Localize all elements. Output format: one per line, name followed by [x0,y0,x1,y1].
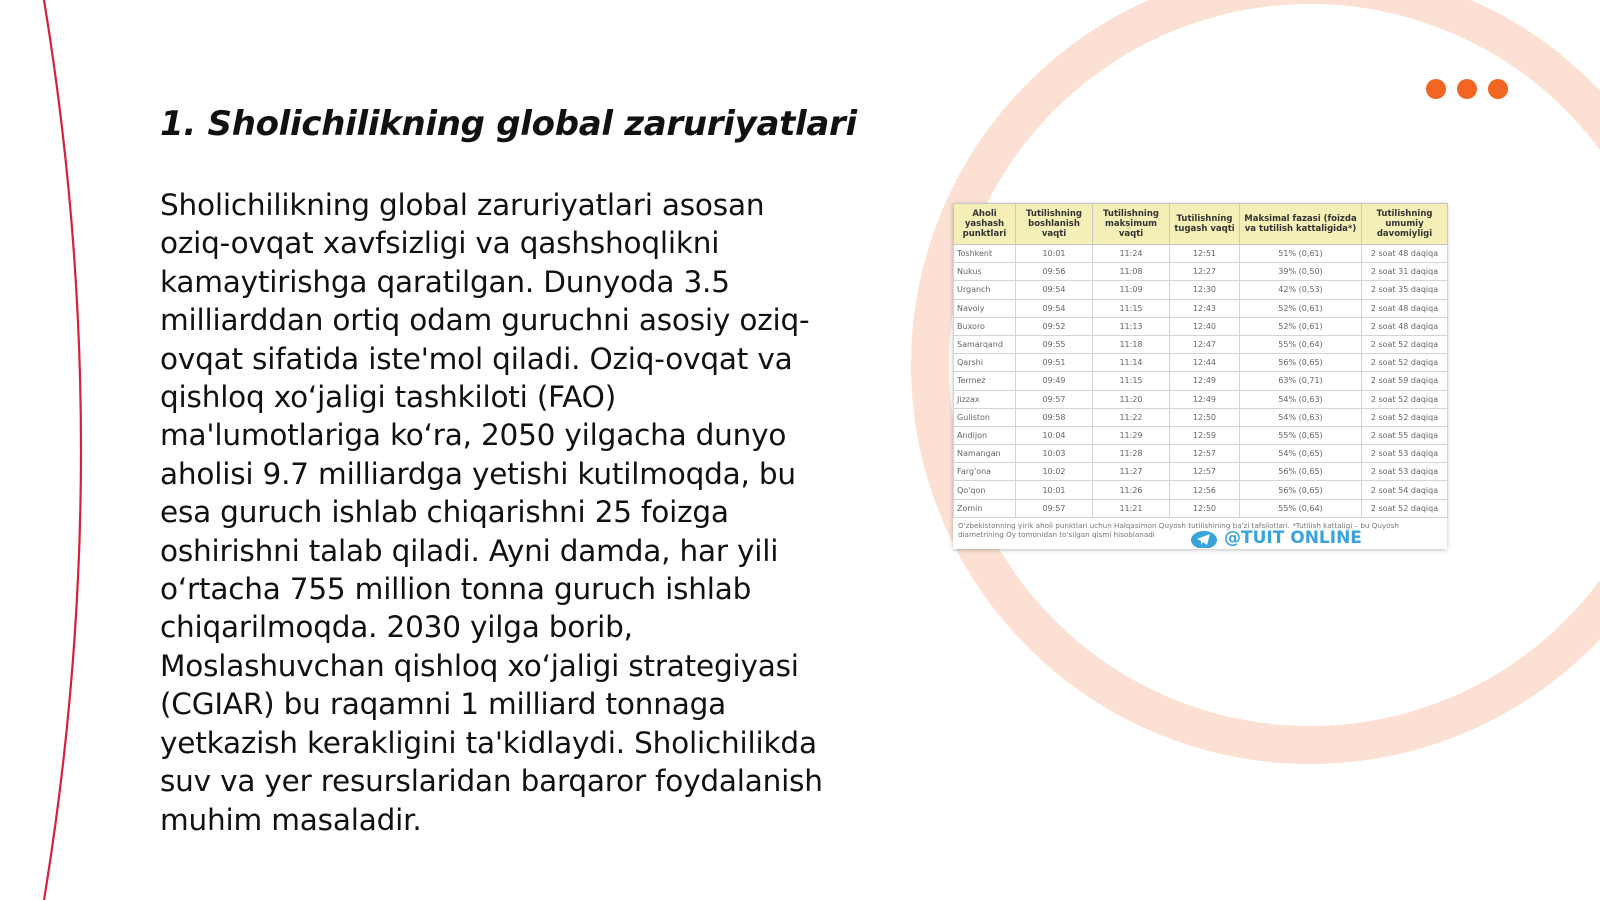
table-cell: 2 soat 52 daqiqa [1362,390,1448,408]
table-row [954,499,1448,517]
table-cell-location: Navoiy [954,299,1016,317]
three-dots-icon [1426,79,1508,99]
table-row [954,372,1448,390]
table-cell: 12:56 [1170,481,1240,499]
dot-2 [1457,79,1477,99]
table-cell: 09:54 [1016,299,1093,317]
table-row [954,281,1448,299]
table-cell: 12:49 [1170,390,1240,408]
table-row [954,354,1448,372]
table-row [954,245,1448,263]
table-cell-location: Guliston [954,408,1016,426]
table-cell: 10:01 [1016,481,1093,499]
dot-1 [1426,79,1446,99]
table-footnote-area [953,518,1447,548]
table-header: Tutilishning tugash vaqti [1170,204,1240,245]
table-header-row [954,204,1448,245]
table-cell: 2 soat 52 daqiqa [1362,354,1448,372]
table-row [954,481,1448,499]
table-cell: 63% (0,71) [1240,372,1362,390]
table-cell: 2 soat 59 daqiqa [1362,372,1448,390]
table-cell: 12:51 [1170,245,1240,263]
table-cell: 09:56 [1016,263,1093,281]
table-cell-location: Buxoro [954,317,1016,335]
table-cell-location: Jizzax [954,390,1016,408]
table-cell: 11:27 [1093,463,1170,481]
table-header: Tutilishning umumiy davomiyligi [1362,204,1448,245]
table-row [954,390,1448,408]
table-cell: 12:57 [1170,445,1240,463]
table-cell: 54% (0,65) [1240,445,1362,463]
table-row [954,445,1448,463]
table-cell: 56% (0,65) [1240,481,1362,499]
table-footnote: O'zbekistonning yirik aholi punktlari uchun Halqasimon Quyosh tutilishining ba'zi tafsilotlari. *Tutilish kattaligi – bu Quyosh diametrining Oy tomonidan to'silgan qismi hisoblanadi [958,520,1399,539]
table-cell: 09:52 [1016,317,1093,335]
table-header: Tutilishning maksimum vaqti [1093,204,1170,245]
table-row [954,463,1448,481]
table-cell: 55% (0,65) [1240,426,1362,444]
table-cell: 11:08 [1093,263,1170,281]
table-cell: 12:44 [1170,354,1240,372]
table-cell: 11:13 [1093,317,1170,335]
table-row [954,426,1448,444]
table-cell: 11:18 [1093,335,1170,353]
table-cell: 42% (0,53) [1240,281,1362,299]
eclipse-table [953,203,1448,518]
table-cell: 12:30 [1170,281,1240,299]
table-cell: 12:59 [1170,426,1240,444]
slide-body-text: Sholichilikning global zaruriyatlari asosan oziq-ovqat xavfsizligi va qashshoqlikni kamaytirishga qaratilgan. Dunyoda 3.5 milliarddan ortiq odam guruchni asosiy oziq- ovqat sifatida iste'mol qiladi. Oziq-ovqat va qishloq xo‘jaligi tashkiloti (FAO) ma'lumotlariga ko‘ra, 2050 yilgacha dunyo aholisi 9.7 milliardga yetishi kutilmoqda, bu esa guruch ishlab chiqarishni 25 foizga oshirishni talab qiladi. Ayni damda, har yili o‘rtacha 755 million tonna guruch ishlab chiqarilmoqda. 2030 yilga borib, Moslashuvchan qishloq xo‘jaligi strategiyasi (CGIAR) bu raqamni 1 milliard tonnaga yetkazish kerakligini ta'kidlaydi. Sholichilikda suv va yer resurslaridan barqaror foydalanish muhim masaladir. [160,188,823,837]
table-cell: 2 soat 53 daqiqa [1362,463,1448,481]
table-cell: 56% (0,65) [1240,463,1362,481]
table-header: Maksimal fazasi (foizda va tutilish kattaligida*) [1240,204,1362,245]
table-row [954,408,1448,426]
table-cell: 12:43 [1170,299,1240,317]
table-cell: 55% (0,64) [1240,499,1362,517]
table-cell: 11:26 [1093,481,1170,499]
table-row [954,317,1448,335]
table-cell: 11:15 [1093,299,1170,317]
table-cell: 2 soat 52 daqiqa [1362,408,1448,426]
table-cell: 52% (0,61) [1240,299,1362,317]
table-row [954,263,1448,281]
table-cell: 11:21 [1093,499,1170,517]
table-cell-location: Nukus [954,263,1016,281]
table-cell-location: Qo'qon [954,481,1016,499]
table-header: Tutilishning boshlanish vaqti [1016,204,1093,245]
table-cell: 11:24 [1093,245,1170,263]
eclipse-table-image [953,203,1447,549]
table-cell: 11:09 [1093,281,1170,299]
table-body [954,245,1448,518]
table-cell: 54% (0,63) [1240,408,1362,426]
table-cell: 2 soat 55 daqiqa [1362,426,1448,444]
table-cell: 51% (0,61) [1240,245,1362,263]
table-cell-location: Urganch [954,281,1016,299]
table-cell: 12:27 [1170,263,1240,281]
table-cell-location: Toshkent [954,245,1016,263]
table-cell: 2 soat 31 daqiqa [1362,263,1448,281]
table-cell: 11:20 [1093,390,1170,408]
table-cell: 10:02 [1016,463,1093,481]
table-cell: 12:40 [1170,317,1240,335]
table-row [954,335,1448,353]
table-cell: 09:57 [1016,499,1093,517]
table-cell: 10:03 [1016,445,1093,463]
table-cell: 12:50 [1170,408,1240,426]
table-cell: 11:14 [1093,354,1170,372]
table-cell: 56% (0,65) [1240,354,1362,372]
table-cell: 12:47 [1170,335,1240,353]
table-cell: 09:55 [1016,335,1093,353]
table-cell-location: Samarqand [954,335,1016,353]
table-cell: 2 soat 53 daqiqa [1362,445,1448,463]
table-header: Aholi yashash punktlari [954,204,1016,245]
table-cell-location: Farg'ona [954,463,1016,481]
table-cell: 2 soat 35 daqiqa [1362,281,1448,299]
table-cell: 11:15 [1093,372,1170,390]
table-cell: 2 soat 48 daqiqa [1362,245,1448,263]
table-row [954,299,1448,317]
table-cell-location: Qarshi [954,354,1016,372]
table-cell: 09:51 [1016,354,1093,372]
table-cell-location: Andijon [954,426,1016,444]
watermark-text: @TUIT ONLINE [1224,528,1362,549]
decorative-side-line [44,0,81,900]
table-cell: 11:29 [1093,426,1170,444]
slide-title: 1. Sholichilikning global zaruriyatlari [160,104,857,144]
table-cell: 2 soat 48 daqiqa [1362,317,1448,335]
table-cell-location: Termez [954,372,1016,390]
table-cell: 12:49 [1170,372,1240,390]
watermark [1191,530,1362,548]
table-cell: 09:49 [1016,372,1093,390]
table-cell: 12:57 [1170,463,1240,481]
table-cell: 2 soat 48 daqiqa [1362,299,1448,317]
table-cell-location: Zomin [954,499,1016,517]
dot-3 [1488,79,1508,99]
table-cell: 55% (0,64) [1240,335,1362,353]
table-cell: 12:50 [1170,499,1240,517]
table-cell: 52% (0,61) [1240,317,1362,335]
table-cell: 2 soat 52 daqiqa [1362,335,1448,353]
telegram-icon [1191,530,1217,548]
table-cell: 11:22 [1093,408,1170,426]
table-cell: 2 soat 54 daqiqa [1362,481,1448,499]
table-cell: 10:04 [1016,426,1093,444]
table-cell: 11:28 [1093,445,1170,463]
table-cell: 54% (0,63) [1240,390,1362,408]
table-cell: 09:54 [1016,281,1093,299]
table-cell: 09:57 [1016,390,1093,408]
table-cell: 10:01 [1016,245,1093,263]
table-cell: 2 soat 52 daqiqa [1362,499,1448,517]
table-cell-location: Namangan [954,445,1016,463]
table-cell: 09:58 [1016,408,1093,426]
table-cell: 39% (0,50) [1240,263,1362,281]
